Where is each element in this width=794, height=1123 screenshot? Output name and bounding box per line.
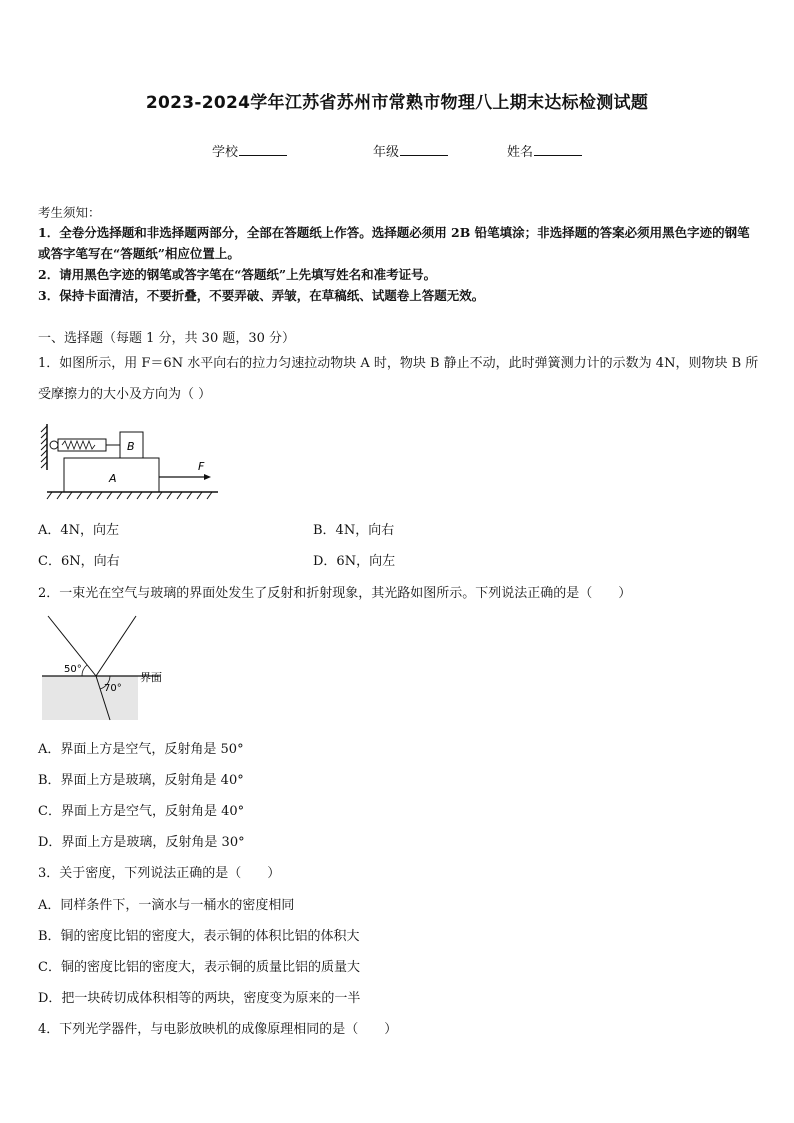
q2-option-c[interactable]: C．界面上方是空气，反射角是 40°: [38, 804, 245, 819]
q2-option-b[interactable]: B．界面上方是玻璃，反射角是 40°: [38, 773, 244, 788]
wall-hatch: [41, 426, 47, 468]
hook-ring: [50, 441, 58, 449]
school-blank[interactable]: [239, 142, 287, 156]
grade-label: 年级: [373, 145, 400, 160]
notice-item-3: 3．保持卡面清洁，不要折叠，不要弄破、弄皱，在草稿纸、试题卷上答题无效。: [38, 288, 485, 303]
force-label: F: [198, 460, 205, 473]
grade-blank[interactable]: [400, 142, 448, 156]
block-a-label: A: [109, 472, 117, 485]
q1-option-d[interactable]: D．6N，向左: [313, 554, 396, 569]
angle-label-50: 50°: [64, 664, 82, 675]
notice-item-2: 2．请用黑色字迹的钢笔或答字笔在“答题纸”上先填写姓名和准考证号。: [38, 267, 437, 282]
q1-option-c[interactable]: C．6N，向右: [38, 554, 120, 569]
q1-option-a[interactable]: A．4N，向左: [38, 523, 120, 538]
name-blank[interactable]: [534, 142, 582, 156]
q1-figure: [38, 420, 220, 504]
q3-option-d[interactable]: D．把一块砖切成体积相等的两块，密度变为原来的一半: [38, 991, 361, 1006]
q2-option-a[interactable]: A．界面上方是空气，反射角是 50°: [38, 742, 244, 757]
spring-coil: [62, 441, 95, 449]
q3-option-a[interactable]: A．同样条件下，一滴水与一桶水的密度相同: [38, 898, 295, 913]
interface-label: 界面: [140, 671, 162, 684]
name-field[interactable]: [507, 141, 582, 160]
notice-heading: 考生须知：: [38, 205, 101, 220]
school-field[interactable]: [212, 141, 287, 160]
question-4-stem: 4．下列光学器件，与电影放映机的成像原理相同的是（ ）: [38, 1022, 398, 1037]
angle-arc-1: [82, 665, 87, 676]
q1-option-b[interactable]: B．4N，向右: [313, 523, 395, 538]
block-b-label: B: [127, 440, 135, 453]
section-heading: 一、选择题（每题 1 分，共 30 题，30 分）: [38, 331, 296, 346]
page-title: 2023-2024学年江苏省苏州市常熟市物理八上期末达标检测试题: [145, 93, 649, 113]
school-label: 学校: [212, 145, 239, 160]
question-3-stem: 3．关于密度，下列说法正确的是（ ）: [38, 866, 281, 881]
notice-item-1: 1．全卷分选择题和非选择题两部分，全部在答题纸上作答。选择题必须用 2B 铅笔填涂；非选择题的答案必须用黑色字迹的钢笔或答字笔写在“答题纸”相应位置上。: [38, 225, 750, 261]
q2-option-d[interactable]: D．界面上方是玻璃，反射角是 30°: [38, 835, 245, 850]
question-2-stem: 2．一束光在空气与玻璃的界面处发生了反射和折射现象，其光路如图所示。下列说法正确的是（ ）: [38, 586, 632, 601]
q2-figure: [40, 612, 170, 724]
force-arrowhead: [204, 474, 211, 480]
ground-hatch: [47, 492, 212, 499]
name-label: 姓名: [507, 145, 534, 160]
question-1-stem: 1．如图所示，用 F＝6N 水平向右的拉力匀速拉动物块 A 时，物块 B 静止不动，此时弹簧测力计的示数为 4N，则物块 B 所受摩擦力的大小及方向为（ ）: [38, 356, 759, 402]
q3-option-c[interactable]: C．铜的密度比铝的密度大，表示铜的质量比铝的质量大: [38, 960, 360, 975]
grade-field[interactable]: [373, 141, 448, 160]
q3-option-b[interactable]: B．铜的密度比铝的密度大，表示铜的体积比铝的体积大: [38, 929, 360, 944]
glass-region: [42, 676, 138, 720]
angle-label-70: 70°: [104, 683, 122, 694]
reflected-ray: [96, 616, 136, 676]
